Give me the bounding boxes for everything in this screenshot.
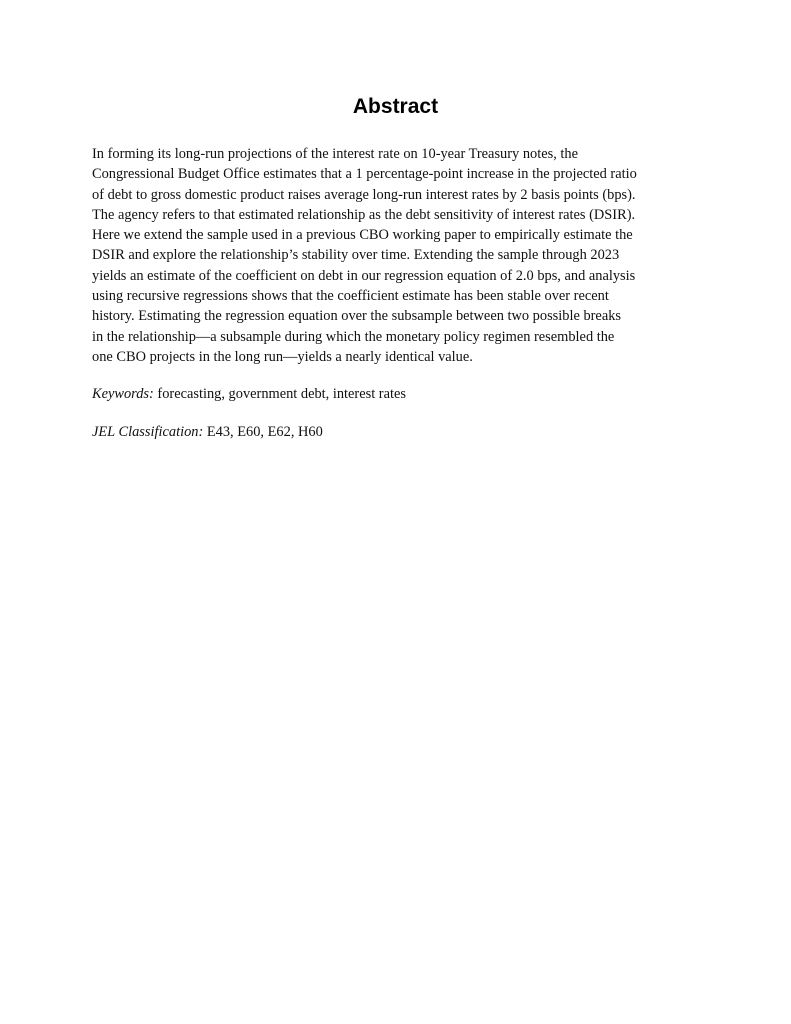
jel-classification-label: JEL Classification: [92, 424, 204, 440]
keywords-label: Keywords: [92, 386, 154, 402]
page-title: Abstract [352, 95, 439, 118]
abstract-line: Here we extend the sample used in a previous CBO working paper to empirically estimate the [92, 227, 633, 244]
abstract-paragraph [92, 144, 692, 367]
jel-classification-value: E43, E60, E62, H60 [203, 424, 323, 440]
keywords-line [92, 384, 692, 404]
keywords-value: forecasting, government debt, interest rates [153, 386, 406, 402]
abstract-line: in the relationship—a subsample during which the monetary policy regimen resembled the [92, 328, 615, 345]
abstract-line: one CBO projects in the long run—yields a nearly identical value. [92, 348, 473, 365]
abstract-line: In forming its long-run projections of the interest rate on 10-year Treasury notes, the [92, 146, 578, 162]
abstract-line: using recursive regressions shows that the coefficient estimate has been stable over recent [92, 288, 609, 305]
abstract-line: The agency refers to that estimated relationship as the debt sensitivity of interest rates (DSIR). [92, 206, 636, 223]
abstract-line: Congressional Budget Office estimates that a 1 percentage-point increase in the projected ratio [92, 166, 637, 183]
abstract-line: DSIR and explore the relationship’s stability over time. Extending the sample through 2023 [92, 247, 620, 264]
abstract-line: yields an estimate of the coefficient on debt in our regression equation of 2.0 bps, and analysis [92, 267, 636, 284]
abstract-line: of debt to gross domestic product raises average long-run interest rates by 2 basis points (bps). [92, 186, 636, 203]
jel-classification-line [92, 422, 692, 442]
abstract-line: history. Estimating the regression equation over the subsample between two possible breaks [92, 308, 622, 325]
